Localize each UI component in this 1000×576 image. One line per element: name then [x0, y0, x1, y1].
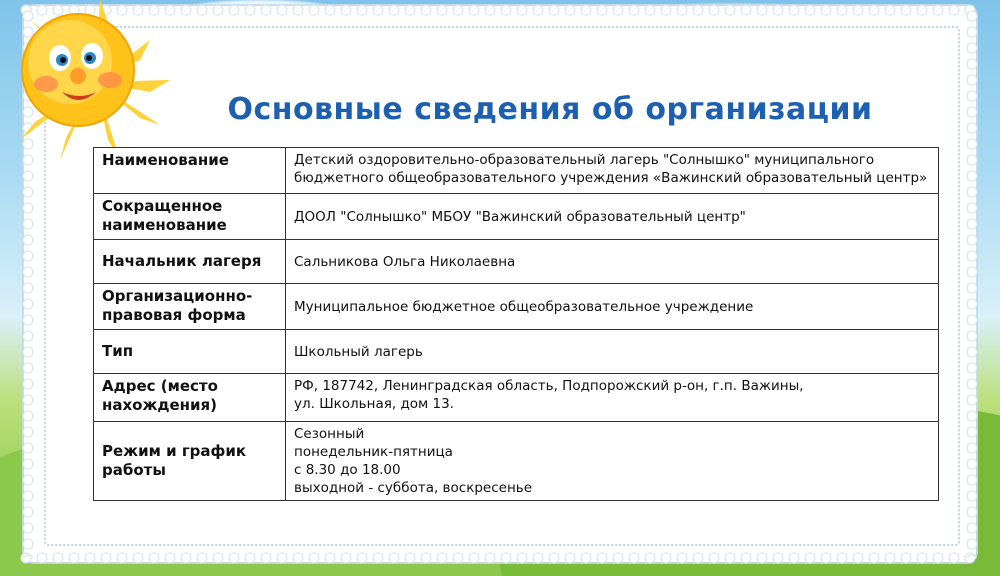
row-label: Тип: [94, 330, 286, 374]
value-line: Сезонный: [294, 426, 365, 442]
row-label: Наименование: [94, 148, 286, 194]
row-value: [286, 284, 939, 330]
value-line: понедельник-пятница: [294, 444, 453, 460]
value-line: выходной - суббота, воскресенье: [294, 480, 533, 496]
value-line: ДООЛ "Солнышко" МБОУ "Важинский образовательный центр": [294, 208, 746, 225]
organization-info-table: [93, 147, 939, 501]
value-line: бюджетного общеобразовательного учреждения «Важинский образовательный центр»: [294, 170, 928, 186]
value-line: Сальникова Ольга Николаевна: [294, 253, 516, 270]
row-label: Организационно-правовая форма: [94, 284, 286, 330]
value-line: Школьный лагерь: [294, 343, 423, 360]
row-value: [286, 422, 939, 501]
table-row: [94, 422, 939, 501]
row-label: Режим и график работы: [94, 422, 286, 501]
row-label: Сокращенное наименование: [94, 194, 286, 240]
table-row: [94, 330, 939, 374]
value-line: Муниципальное бюджетное общеобразовательное учреждение: [294, 298, 754, 315]
table-row: [94, 374, 939, 422]
value-line: РФ, 187742, Ленинградская область, Подпорожский р-он, г.п. Важины,: [294, 378, 804, 394]
row-value: [286, 148, 939, 194]
row-label: Адрес (место нахождения): [94, 374, 286, 422]
table-row: [94, 194, 939, 240]
row-value: [286, 240, 939, 284]
page-title: Основные сведения об организации: [227, 92, 873, 127]
value-line: ул. Школьная, дом 13.: [294, 396, 454, 412]
row-value: [286, 194, 939, 240]
value-line: с 8.30 до 18.00: [294, 462, 401, 478]
table-row: [94, 284, 939, 330]
value-line: Детский оздоровительно-образовательный лагерь "Солнышко" муниципального: [294, 152, 875, 168]
table-row: [94, 240, 939, 284]
smiling-sun-icon: [0, 0, 190, 170]
row-value: [286, 330, 939, 374]
row-value: [286, 374, 939, 422]
table-row: [94, 148, 939, 194]
row-label: Начальник лагеря: [94, 240, 286, 284]
